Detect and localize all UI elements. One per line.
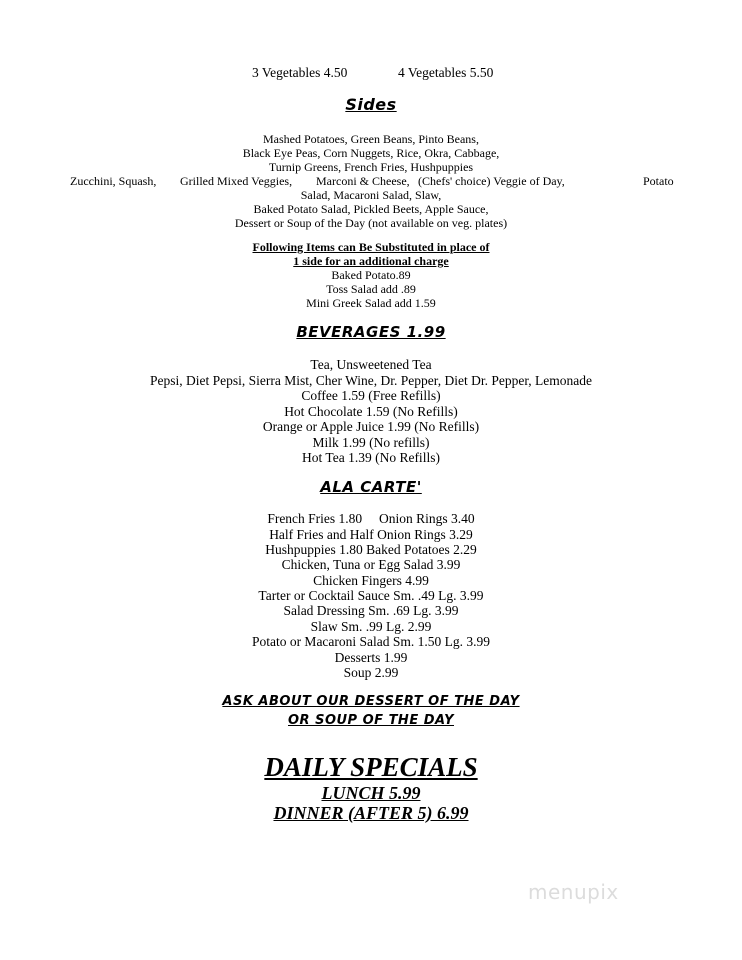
side-veggie-of-day: (Chefs' choice) Veggie of Day, xyxy=(418,174,565,188)
substitute-heading: 1 side for an additional charge xyxy=(293,254,449,268)
sides-line: Baked Potato Salad, Pickled Beets, Apple Sauce, xyxy=(253,202,489,216)
alacarte-item: Slaw Sm. .99 Lg. 2.99 xyxy=(310,619,432,634)
sides-line: Turnip Greens, French Fries, Hushpuppies xyxy=(268,160,474,174)
alacarte-item: Hushpuppies 1.80 Baked Potatoes 2.29 xyxy=(265,542,477,557)
substitute-heading: Following Items can Be Substituted in place of xyxy=(252,240,490,254)
beverage-item: Hot Chocolate 1.59 (No Refills) xyxy=(284,404,458,419)
alacarte-item: Potato or Macaroni Salad Sm. 1.50 Lg. 3.99 xyxy=(251,634,491,649)
alacarte-item: Half Fries and Half Onion Rings 3.29 xyxy=(269,527,473,542)
dinner-special: DINNER (AFTER 5) 6.99 xyxy=(273,803,469,823)
substitute-item: Toss Salad add .89 xyxy=(326,282,416,296)
lunch-special: LUNCH 5.99 xyxy=(321,783,421,803)
sides-title: Sides xyxy=(345,95,397,114)
side-potato: Potato xyxy=(643,174,674,188)
substitute-item: Mini Greek Salad add 1.59 xyxy=(306,296,436,310)
beverage-item: Pepsi, Diet Pepsi, Sierra Mist, Cher Wine, Dr. Pepper, Diet Dr. Pepper, Lemonade xyxy=(149,373,593,388)
substitute-item: Baked Potato.89 xyxy=(331,268,411,282)
ask-dessert-line: ASK ABOUT OUR DESSERT OF THE DAY xyxy=(222,694,520,709)
alacarte-item: Chicken, Tuna or Egg Salad 3.99 xyxy=(281,557,461,572)
beverage-item: Milk 1.99 (No refills) xyxy=(312,435,430,450)
alacarte-item: Desserts 1.99 xyxy=(334,650,408,665)
side-zucchini: Zucchini, Squash, xyxy=(70,174,157,188)
daily-specials-title: DAILY SPECIALS xyxy=(264,752,478,782)
alacarte-item: Soup 2.99 xyxy=(343,665,399,680)
sides-line: Salad, Macaroni Salad, Slaw, xyxy=(300,188,442,202)
beverage-item: Orange or Apple Juice 1.99 (No Refills) xyxy=(262,419,480,434)
sides-line: Dessert or Soup of the Day (not available on veg. plates) xyxy=(234,216,508,230)
sides-line: Black Eye Peas, Corn Nuggets, Rice, Okra, Cabbage, xyxy=(242,146,500,160)
beverage-item: Tea, Unsweetened Tea xyxy=(310,357,432,372)
beverage-item: Coffee 1.59 (Free Refills) xyxy=(301,388,441,403)
side-grilled-veggies: Grilled Mixed Veggies, xyxy=(180,174,293,188)
alacarte-item: Chicken Fingers 4.99 xyxy=(313,573,429,588)
sides-line: Mashed Potatoes, Green Beans, Pinto Beans, xyxy=(263,132,479,146)
ask-soup-line: OR SOUP OF THE DAY xyxy=(288,713,454,728)
alacarte-item: Tarter or Cocktail Sauce Sm. .49 Lg. 3.99 xyxy=(258,588,484,603)
menupix-watermark: menupix xyxy=(528,880,619,904)
alacarte-item: Salad Dressing Sm. .69 Lg. 3.99 xyxy=(283,603,459,618)
four-vegetables-price: 4 Vegetables 5.50 xyxy=(398,65,494,80)
three-vegetables-price: 3 Vegetables 4.50 xyxy=(252,65,348,80)
alacarte-item: French Fries 1.80 Onion Rings 3.40 xyxy=(267,511,475,526)
alacarte-title: ALA CARTE' xyxy=(320,478,422,496)
side-marconi: Marconi & Cheese, xyxy=(316,174,410,188)
beverage-item: Hot Tea 1.39 (No Refills) xyxy=(302,450,440,465)
beverages-title: BEVERAGES 1.99 xyxy=(296,323,446,341)
